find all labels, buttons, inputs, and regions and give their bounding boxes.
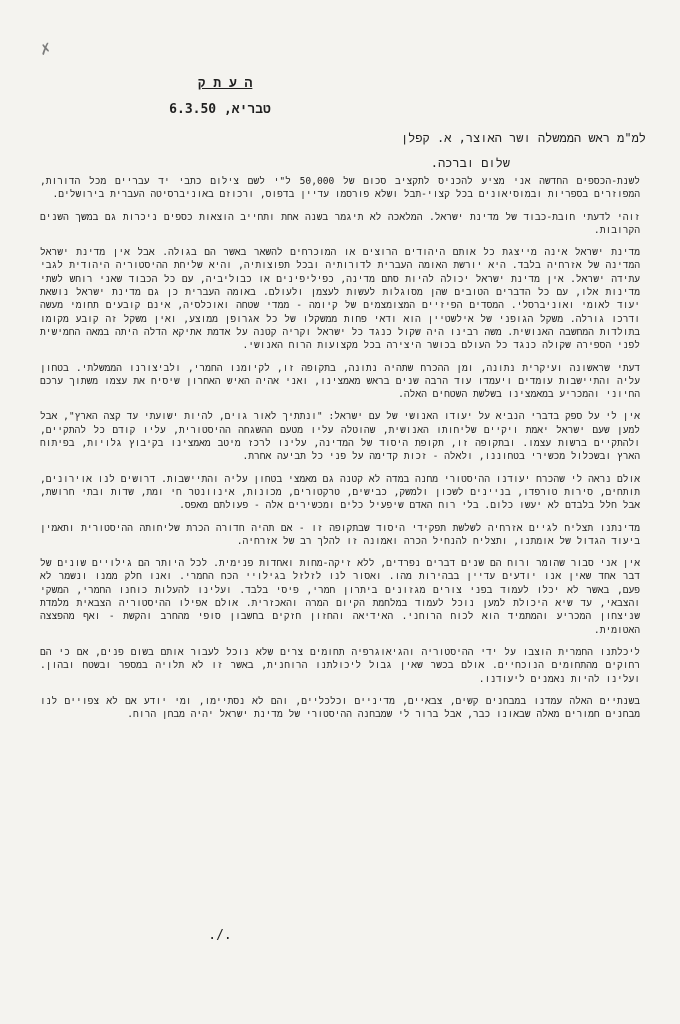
paragraph: מדינת ישראל אינה מייצגת כל אותם היהודים הרוצים או המוכרחים להשאר באשר הם בגולה. אבל אין מדינת ישראל המדינה של אזרחיה בלבד. היא יורשת האומה העברית לדורותיה ובכל תפוצותיה, והיא שליחת ההיסטוריה היהודית לגבי עתידה ישראל. אין מדינת ישראל יכולה להיות סתם מדינה, כפיליפינים או כבוליביה, עם כל הכבוד שאני רוחש לשתי מדינות אלו, עם כל הדברים הטובים שהן מסוגלות לעשות לעצמן ולעולם. באומה העברית כן גם מדינת ישראל נושאת יעוד לאומי ואוניברסלי. המסדים הפיזיים המצומצמים של קיומה - ממדי שטחה ואוכלסיה, אינם קובעים תחומי מעשה ודרכו גורלה. משקל הגופני של אילשטיין הוא ודאי פחות ממשקלו של כל אגרופן ממוצע, ואין משקל זה קובע מקומו בתולדות המחשבה האנושית. משה רבינו היה שקול כנגד כל ישראל וקריה קטנה על אדמת אתיקא הדלה היתה במאה החמישית לפני הספירה שקולה כנגד כל העולם בכושר היצירה בכל מקצועות הרוח האנושי. bbox=[40, 247, 640, 352]
paragraph: אין לי על ספק בדברי הנביא על יעודו האנושי של עם ישראל: "ונתתיך לאור גוים, להיות ישועתי עד קצה הארץ", אבל למען שעם ישראל יאמת ויקיים שליחותו האנושית, שהוטלה עליו מטעם ההשגחה ההיסטורית, עליו קודם כל להתקיים, ולהתקיים ברשות עצמו. ובתקופה זו, תקופת היסוד של המדינה, עלינו לרכז מיטב מאמצינו בקיבוץ גלויות, בפיתוח הארץ ובשכלול מכשירי בטחוננו, ולאלה - זכות קדימה על פני כל תביעה אחרת. bbox=[40, 411, 640, 463]
letter-body bbox=[40, 175, 640, 730]
document-title: ה ע ת ק bbox=[197, 76, 253, 91]
corner-check-mark: ✗ bbox=[37, 36, 54, 61]
greeting-line: שלום וברכה. bbox=[430, 156, 510, 170]
paragraph: מדינתנו תצליח לגיים אזרחיה לשלשת תפקידי היסוד שבתקופה זו - אם תהיה חדורה הכרת שליחותה ההיסטורית ותאמין ביעוד הגדול של אומתנו, ותצליח להנחיל הכרה ואמונה זו להלך רב של אזרחיה. bbox=[40, 522, 640, 547]
paragraph: לשנת-הכספים החדשה אני מציע להכניס לתקציב סכום של 50,000 ל"י לשם צילום כתבי יד עבריים מכל הדורות, המפוזרים בספריות ובמוסיאונים בכל קצוי-תבל ושלא פורסמו עדיין בדפוס, ורכוזם באוניברסיטה העברית בירושלים. bbox=[40, 176, 640, 201]
paragraph: זוהי לדעתי חובת-כבוד של מדינת ישראל. המלאכה לא תיגמר בשנה אחת ותחייב הוצאות כספים ניכרות גם במשך השנים הקרובות. bbox=[40, 211, 640, 236]
paragraph: ליכלתנו החמרית הוצבו על ידי ההיסטוריה והגיאוגרפיה תחומים צרים שלא נוכל לעבור אותם בשום פנים, אם כי הם רחוקים מהתחומים הנוכחיים. אולם בכשר שאין גבול ליכולתנו הרוחנית, באשר זו לא תלויה במספר ובשטח ובהון. ועלינו להיות נאמנים ליעודנו. bbox=[40, 646, 640, 685]
recipient-line: למ"מ ראש הממשלה ושר האוצר, א. קפלן bbox=[400, 131, 646, 145]
paragraph: דעתי שראשונה ועיקרית נתונה, ומן ההכרח שתהיה נתונה, בתקופה זו, לקיומנו החמרי, ולביצורנו הממשלתי. בטחון עליה והתיישבות עומדים ויעמדו עוד הרבה שנים בראש מאמצינו, ואני אהיה האיש האחרון שיסיח את עצמו משתוך ערכם החיוני והמכריע במאמצינו בשלשת השטחים האלה. bbox=[40, 362, 640, 401]
paragraph: אולם נראה לי שהכרח יעודנו ההיסטורי מחנה במדה לא קטנה גם מאמצי בטחון עליה והתיישבות. דרושים לנו אוירונים, תותחים, סירות טורפדו, בניינים לשכון ולמשק, כבישים, טרקטורים, מכונות, אינוונטר חי ומת, שדות ובתי חרושת, אבל חלל בלבדם לא יעשו כלום. בלי רוח האדם שיפעיל כלים ומכשירים אלה - פעולתם מאפס. bbox=[40, 473, 640, 512]
paragraph: בשנתיים האלה עמדנו במבחנים קשים, צבאיים, מדיניים וכלכליים, והם לא נסתיימו, ומי יודע אם לא צפויים לנו מבחנים חמורים מאלה שבאונו כבר, אבל ברור לי שמבחנה ההיסטורי של מדינת ישראל יהיה מבחן הרוח. bbox=[40, 695, 640, 721]
date-line: טבריא, 6.3.50 bbox=[169, 102, 271, 117]
paragraph: אין אני סבור שהומר ורוח הם שנים דברים נפרדים, ללא זיקה-מחות ואחדות פנימית. לכל היותר הם גילויים שונים של דבר אחד שאין אנו יודעים עדיין בבהירות מהו. ואסור לנו לזלזל בגילויי הכח החמרי. ואנו חלק ממנו ונשמר לא פעם, באשר לא יכלו לעמוד בפני צורים מגזונים ביתרון חמרי, פיסי בלבד. ועלינו להעלות כוחנו החמרי, המשקי והצבאי, עד שיא היכולת למען נוכל לעמוד במלחמת הקיום המרה והאכזרית. אולם אפילו ההיסטוריה הצבאית מלמדת שניצחון המכריע והמתמיד הוא לכוח הרוחני. האידיאה והחזון חזקים בחשבון סופי מהחרב והקשת - ואף מהפצצה האטומית. bbox=[40, 558, 640, 636]
continuation-mark: ./. bbox=[208, 928, 232, 943]
